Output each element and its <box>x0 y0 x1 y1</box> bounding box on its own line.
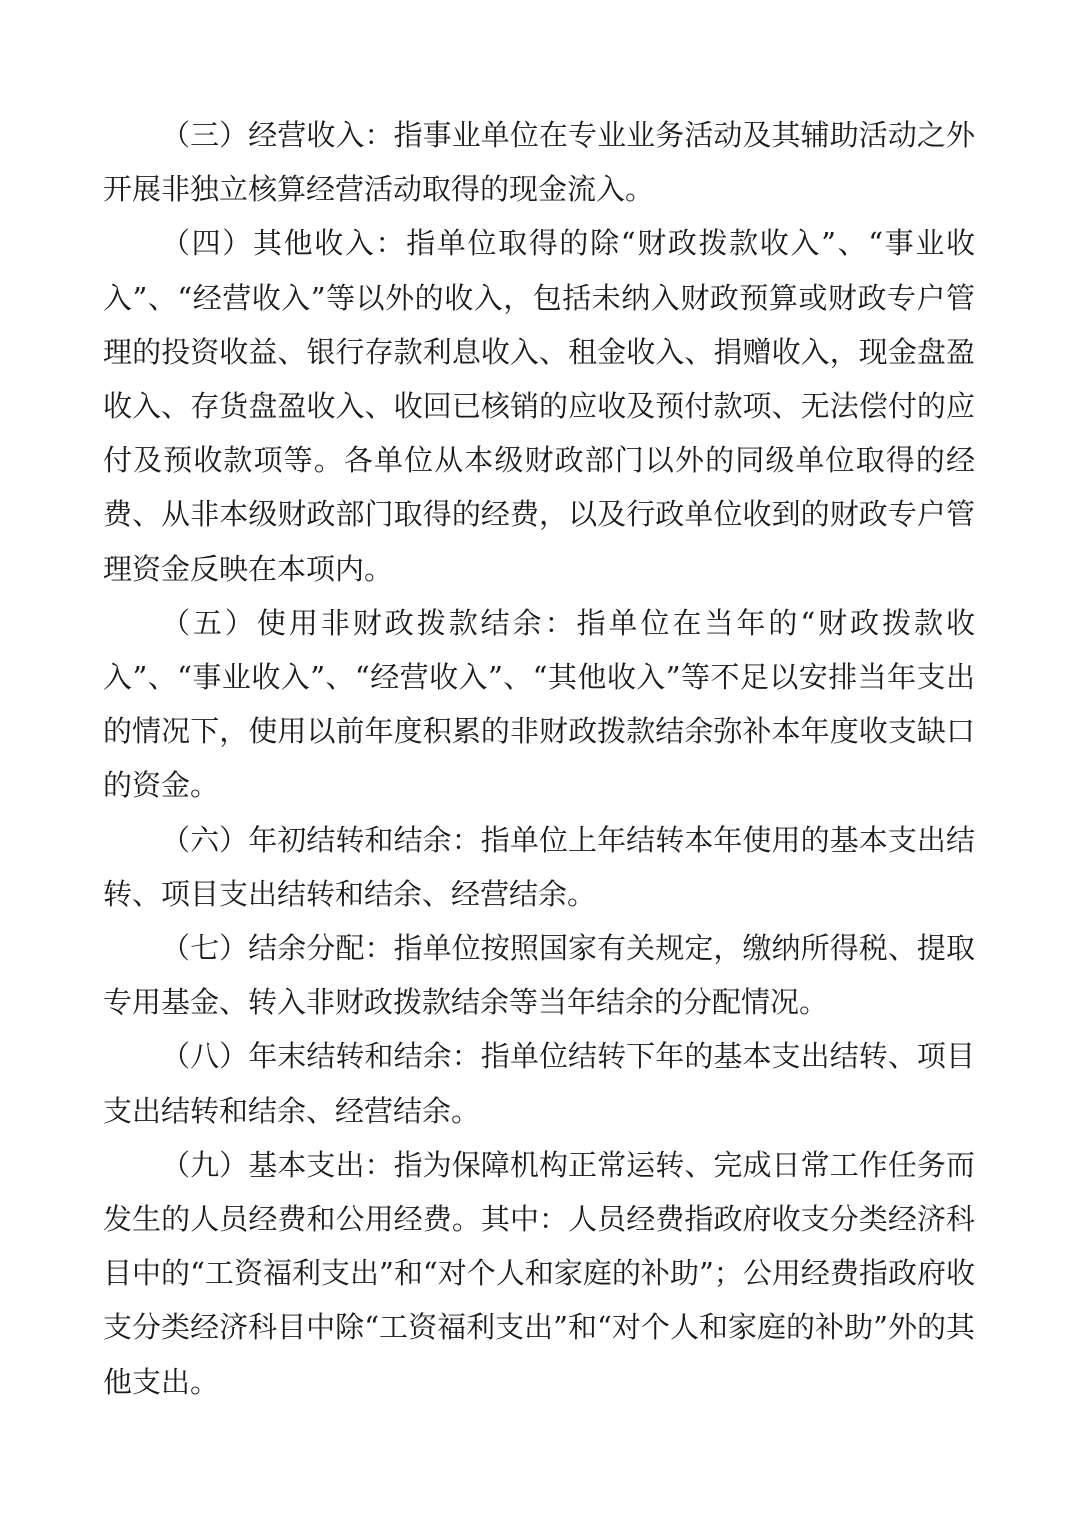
document-page <box>103 108 975 1409</box>
paragraph-basic-expenditure: （九）基本支出：指为保障机构正常运转、完成日常工作任务而发生的人员经费和公用经费。其中：人员经费指政府收支分类经济科目中的“工资福利支出”和“对个人和家庭的补助”；公用经费指政府收支分类经济科目中除“工资福利支出”和“对个人和家庭的补助”外的其他支出。 <box>103 1147 975 1399</box>
paragraph-operating-income: （三）经营收入：指事业单位在专业业务活动及其辅助活动之外开展非独立核算经营活动取得的现金流入。 <box>103 118 975 207</box>
paragraph-closing-carryover: （八）年末结转和结余：指单位结转下年的基本支出结转、项目支出结转和结余、经营结余。 <box>103 1039 975 1128</box>
paragraph-surplus-distribution: （七）结余分配：指单位按照国家有关规定，缴纳所得税、提取专用基金、转入非财政拨款结余等当年结余的分配情况。 <box>103 931 975 1020</box>
paragraph-opening-carryover: （六）年初结转和结余：指单位上年结转本年使用的基本支出结转、项目支出结转和结余、经营结余。 <box>103 822 975 911</box>
paragraph-non-fiscal-surplus: （五）使用非财政拨款结余：指单位在当年的“财政拨款收入”、“事业收入”、“经营收入”、“其他收入”等不足以安排当年支出的情况下，使用以前年度积累的非财政拨款结余弥补本年度收支缺口的资金。 <box>103 605 975 803</box>
paragraph-other-income: （四）其他收入：指单位取得的除“财政拨款收入”、“事业收入”、“经营收入”等以外的收入，包括未纳入财政预算或财政专户管理的投资收益、银行存款利息收入、租金收入、捐赠收入，现金盘盈收入、存货盘盈收入、收回已核销的应收及预付款项、无法偿付的应付及预收款项等。各单位从本级财政部门以外的同级单位取得的经费、从非本级财政部门取得的经费，以及行政单位收到的财政专户管理资金反映在本项内。 <box>103 226 975 586</box>
